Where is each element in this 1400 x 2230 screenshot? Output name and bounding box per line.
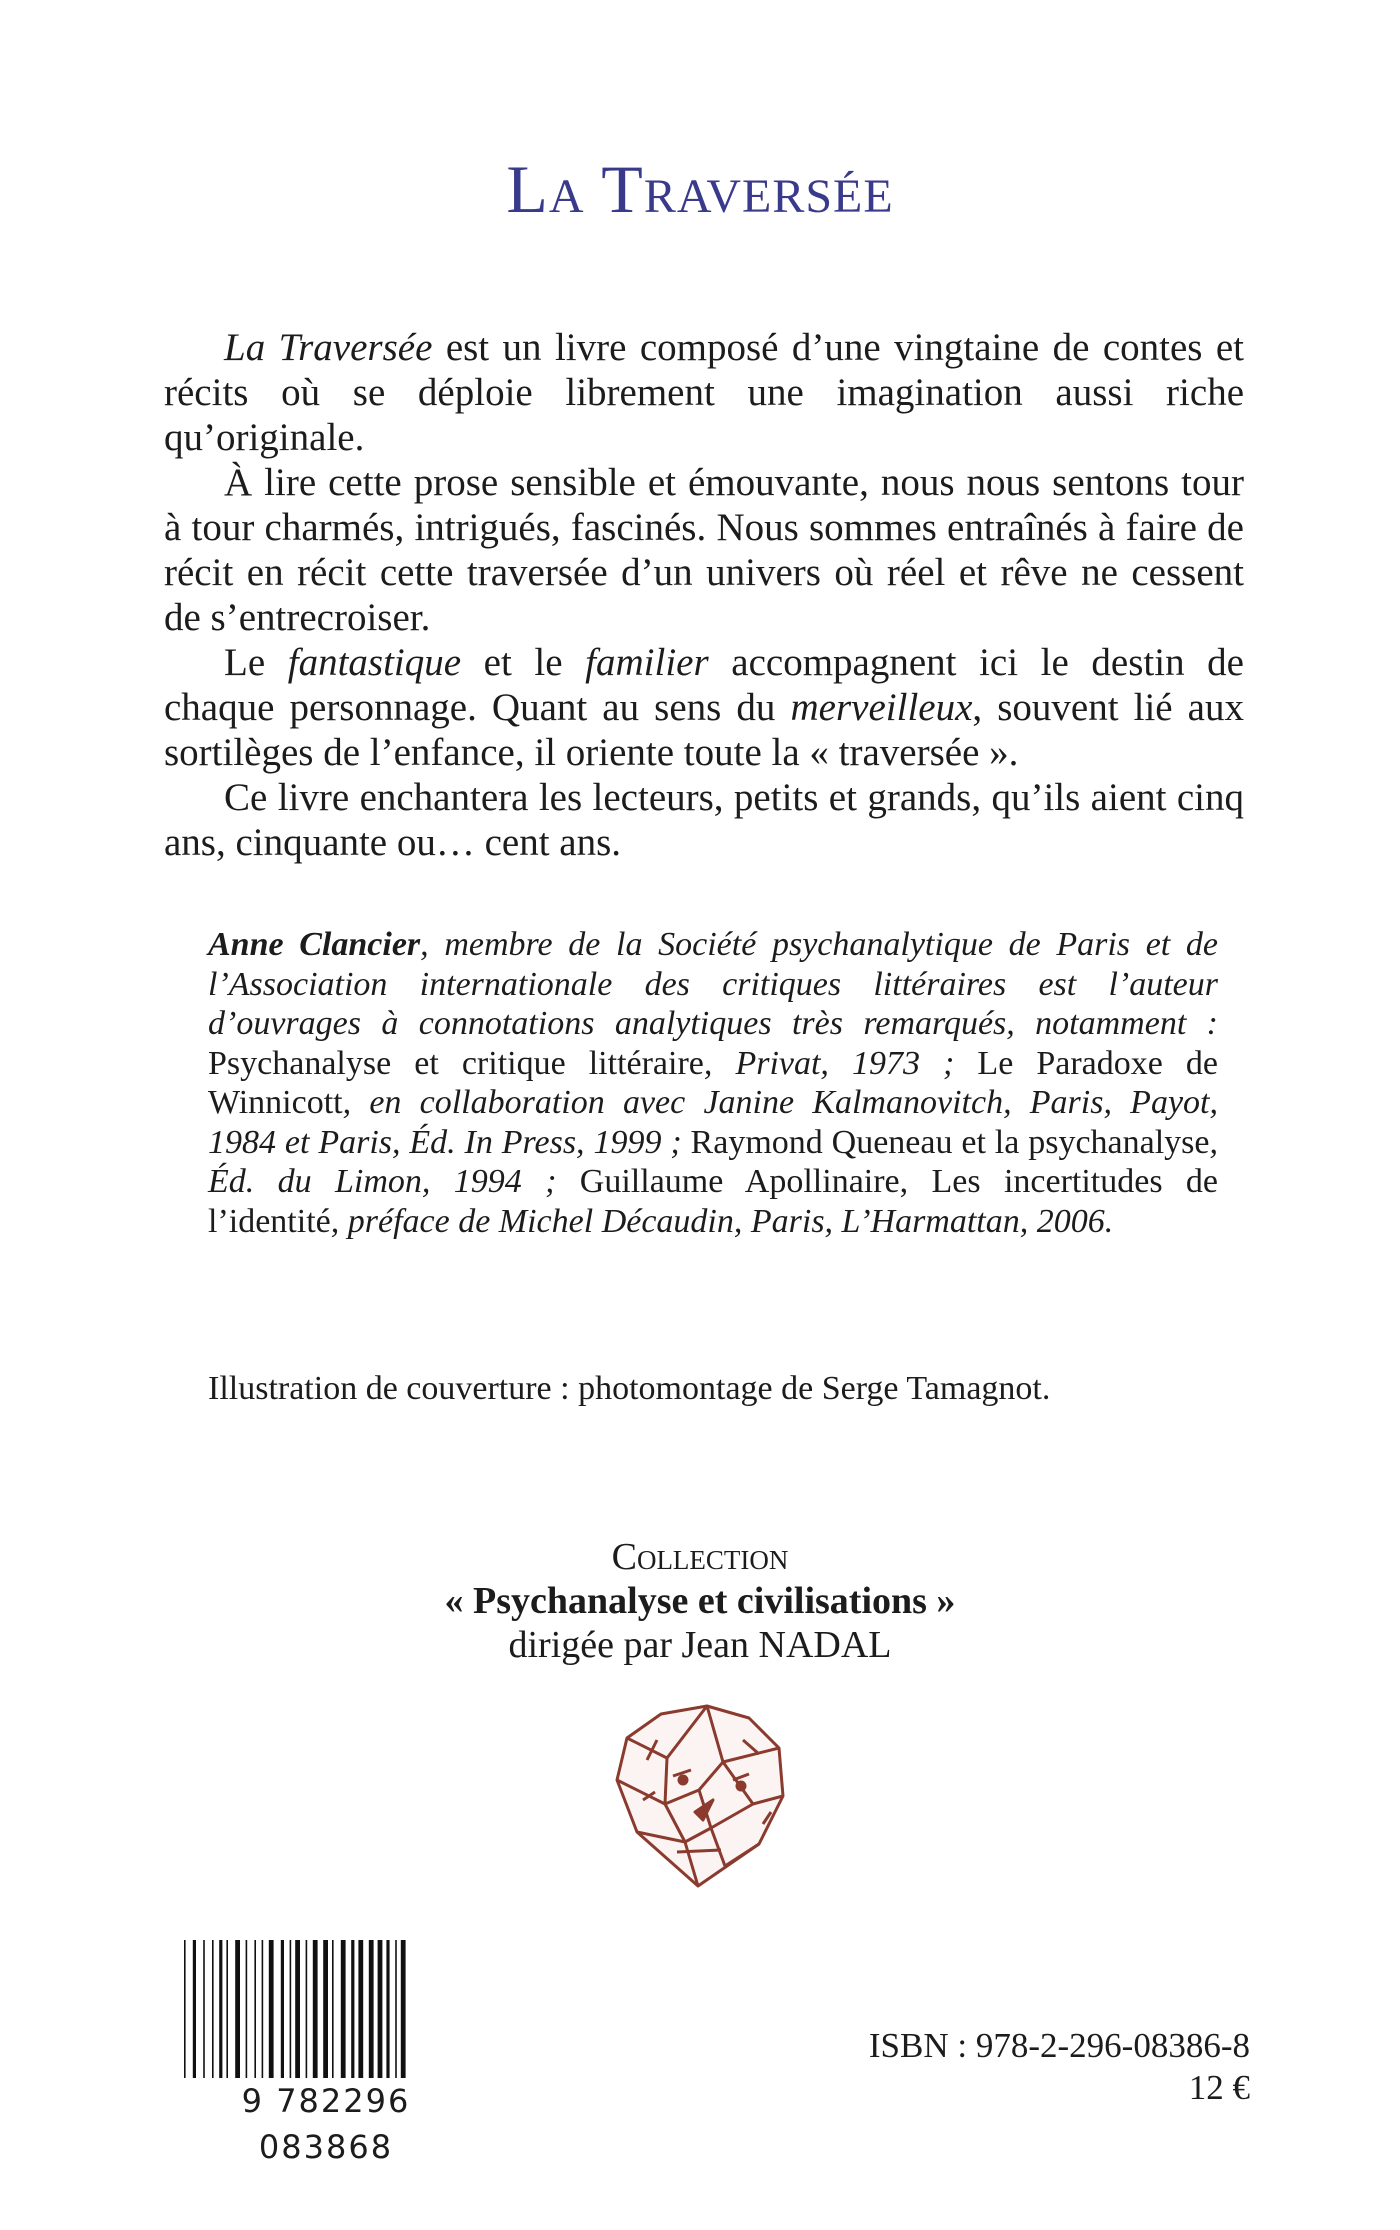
text-run: familier xyxy=(585,641,709,684)
text-run: fantastique xyxy=(287,641,462,684)
book-title: La Traversée xyxy=(506,151,894,227)
collection-director: dirigée par Jean NADAL xyxy=(508,1624,892,1666)
text-run: , préface de Michel Décaudin, Paris, L’Harmattan, 2006. xyxy=(330,1202,1114,1240)
blurb-paragraph: Le fantastique et le familier accompagnent ici le destin de chaque personnage. Quant au sens du merveilleux, souvent lié aux sortilèges de l’enfance, il oriente toute la « traversée ». xyxy=(164,641,1244,774)
collection-info xyxy=(0,1535,1400,1667)
blurb-paragraph: Ce livre enchantera les lecteurs, petits et grands, qu’ils aient cinq ans, cinquante ou… cent ans. xyxy=(164,776,1244,864)
text-run: , Éd. du Limon, 1994 ; xyxy=(208,1123,1218,1200)
back-cover-blurb xyxy=(164,325,1244,865)
barcode-number: 9 782296 083868 xyxy=(176,2078,476,2124)
isbn: ISBN : 978-2-296-08386-8 xyxy=(868,2026,1250,2065)
collection-name: « Psychanalyse et civilisations » xyxy=(444,1580,956,1622)
isbn-block xyxy=(869,2025,1250,2109)
text-run: Anne Clancier xyxy=(208,926,421,963)
text-run: , membre de la Société psychanalytique de Paris et de l’Association internationale des critiques littéraires est l’auteur d’ouvrages à connotations analytiques très remarqués, notamment : xyxy=(208,926,1218,1042)
author-bio: Anne Clancier, membre de la Société psychanalytique de Paris et de l’Association internationale des critiques littéraires est l’auteur d’ouvrages à connotations analytiques très remarqués, notamment : Psychanalyse et critique littéraire, Privat, 1973 ; Le Paradoxe de Winnicott, en collaboration avec Janine Kalmanovitch, Paris, Payot, 1984 et Paris, Éd. In Press, 1999 ; Raymond Queneau et la psychanalyse, Éd. du Limon, 1994 ; Guillaume Apollinaire, Les incertitudes de l’identité, préface de Michel Décaudin, Paris, L’Harmattan, 2006. xyxy=(208,926,1219,1240)
text-run: La Traversée xyxy=(224,326,433,369)
publisher-head-logo-icon xyxy=(603,1700,793,1890)
price: 12 € xyxy=(1188,2068,1250,2107)
blurb-paragraph: À lire cette prose sensible et émouvante, nous nous sentons tour à tour charmés, intrigués, fascinés. Nous sommes entraînés à faire de récit en récit cette traversée d’un univers où réel et rêve ne cessent de s’entrecroiser. xyxy=(164,461,1244,639)
text-run: , Privat, 1973 ; xyxy=(703,1044,978,1082)
text-run: , en collaboration avec Janine Kalmanovitch, Paris, Payot, 1984 et Paris, Éd. In Press, 1999 ; xyxy=(208,1084,1218,1161)
barcode xyxy=(176,1940,476,2166)
blurb-paragraph: La Traversée est un livre composé d’une vingtaine de contes et récits où se déploie librement une imagination aussi riche qu’originale. xyxy=(164,326,1244,459)
text-run: merveilleux xyxy=(790,686,973,729)
illustration-credit: Illustration de couverture : photomontage de Serge Tamagnot. xyxy=(208,1370,1051,1407)
collection-label: Collection xyxy=(611,1536,789,1578)
